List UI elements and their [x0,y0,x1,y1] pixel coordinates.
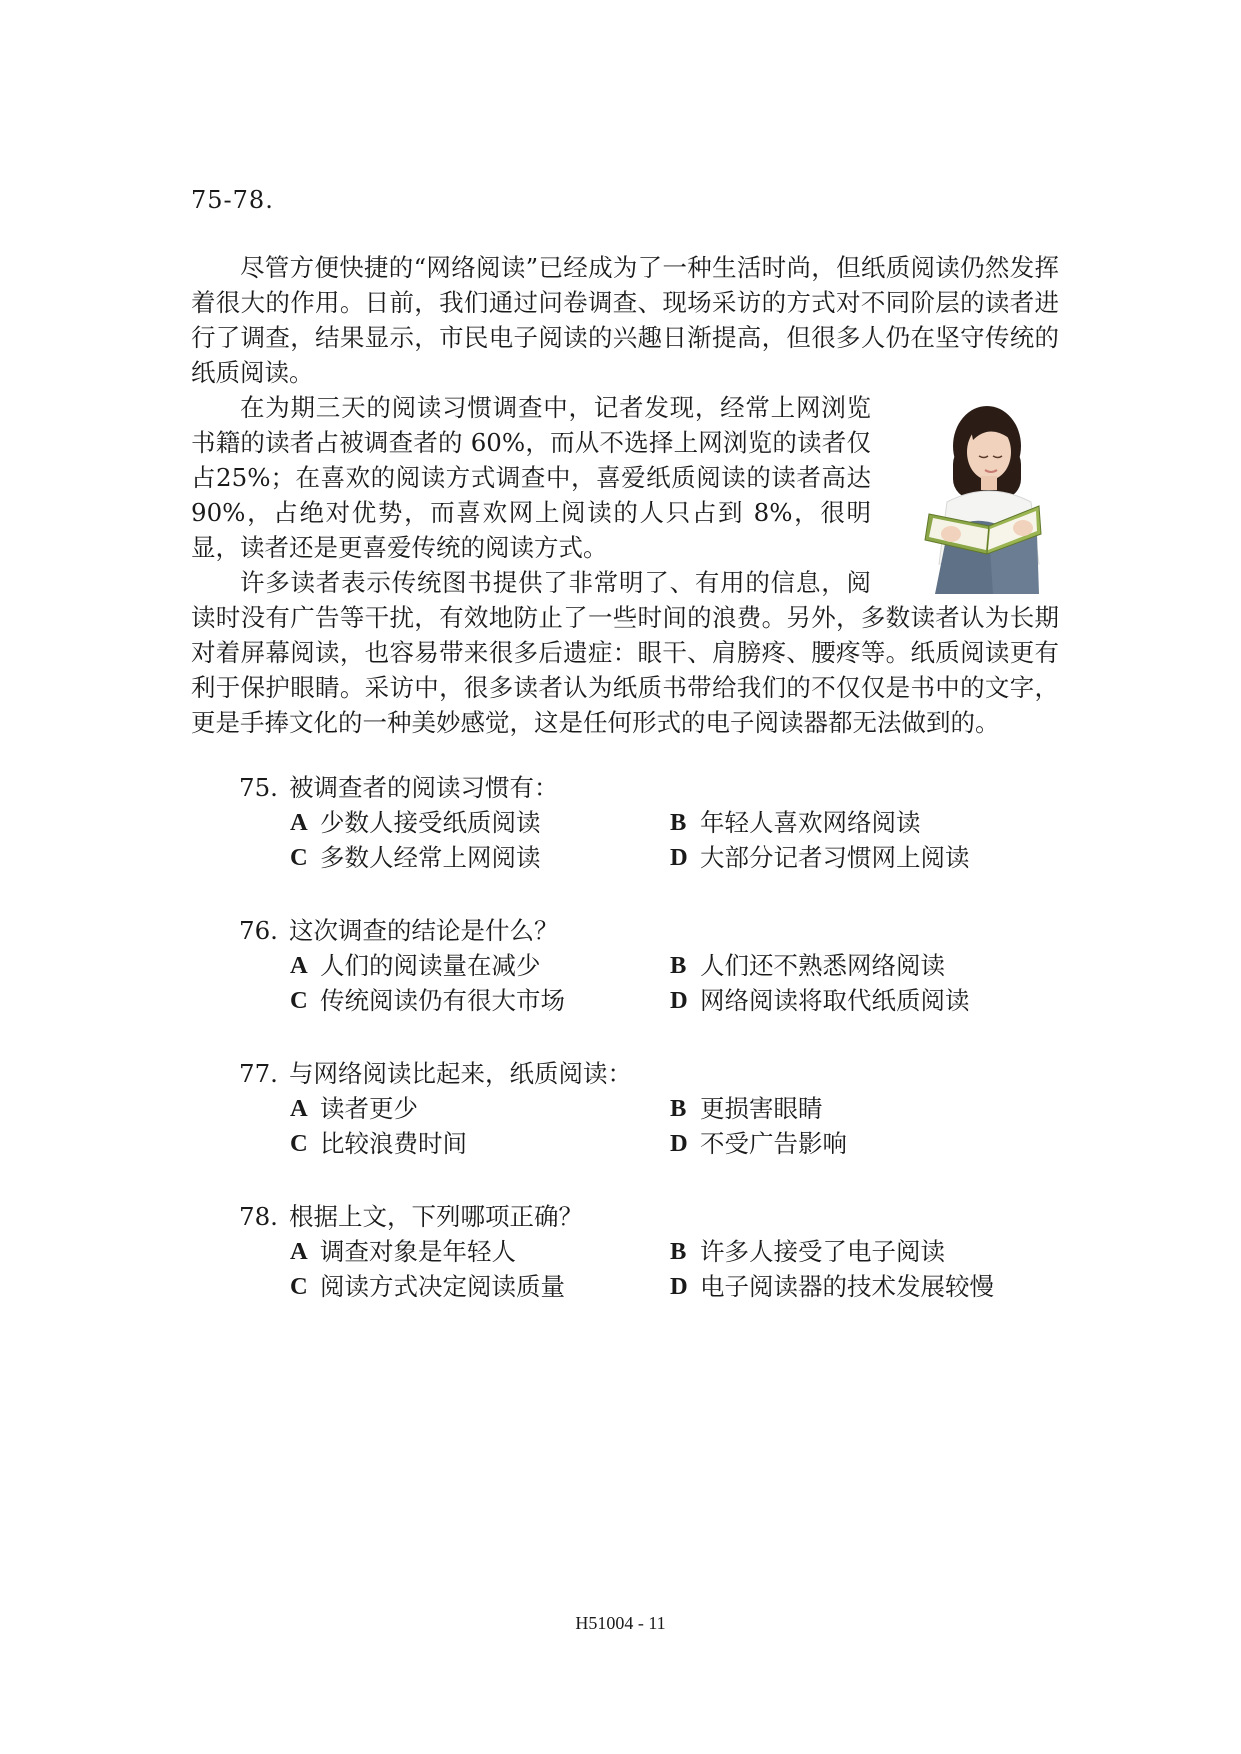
question-number: 75. [239,773,278,802]
question-77 [239,1056,1059,1161]
option-text: 多数人经常上网阅读 [320,843,541,872]
option-letter: B [670,1238,687,1265]
option-b[interactable] [670,948,1070,983]
option-d[interactable] [670,840,1070,875]
option-text: 少数人接受纸质阅读 [320,808,541,837]
question-number: 76. [239,916,278,945]
option-text: 人们还不熟悉网络阅读 [700,951,945,980]
option-text: 传统阅读仍有很大市场 [320,986,565,1015]
option-text: 年轻人喜欢网络阅读 [700,808,921,837]
option-a[interactable] [290,1091,670,1126]
passage-paragraph-2: 在为期三天的阅读习惯调查中，记者发现，经常上网浏览书籍的读者占被调查者的 60%，而从不选择上网浏览的读者仅占25%；在喜欢的阅读方式调查中，喜爱纸质阅读的读者高达 90%，占绝对优势，而喜欢网上阅读的人只占到 8%，很明显，读者还是更喜爱传统的阅读方式。 [191,393,871,562]
option-letter: A [290,809,308,836]
option-text: 读者更少 [320,1094,418,1123]
option-text: 比较浪费时间 [320,1129,467,1158]
question-number: 77. [239,1059,278,1088]
option-letter: B [670,1095,687,1122]
option-c[interactable] [290,983,670,1018]
option-text: 人们的阅读量在减少 [320,951,541,980]
reading-woman-photo [889,394,1059,594]
option-text: 调查对象是年轻人 [320,1237,516,1266]
question-75 [239,770,1059,875]
option-b[interactable] [670,1234,1070,1269]
page-footer: H51004 - 11 [575,1613,666,1633]
option-b[interactable] [670,805,1070,840]
question-stem: 被调查者的阅读习惯有： [289,773,559,802]
question-number: 78. [239,1202,278,1231]
option-text: 电子阅读器的技术发展较慢 [700,1272,994,1301]
option-a[interactable] [290,948,670,983]
question-list [239,770,1059,1304]
option-letter: A [290,1095,308,1122]
option-letter: C [290,987,308,1014]
option-letter: C [290,1273,308,1300]
option-letter: D [670,844,688,871]
option-letter: A [290,952,308,979]
option-text: 不受广告影响 [700,1129,847,1158]
option-c[interactable] [290,1126,670,1161]
option-letter: D [670,1273,688,1300]
passage-paragraph-1: 尽管方便快捷的“网络阅读”已经成为了一种生活时尚，但纸质阅读仍然发挥着很大的作用。日前，我们通过问卷调查、现场采访的方式对不同阶层的读者进行了调查，结果显示，市民电子阅读的兴趣日渐提高，但很多人仍在坚守传统的纸质阅读。 [191,253,1059,387]
option-a[interactable] [290,1234,670,1269]
option-text: 更损害眼睛 [700,1094,823,1123]
option-a[interactable] [290,805,670,840]
option-text: 大部分记者习惯网上阅读 [700,843,970,872]
question-stem: 这次调查的结论是什么？ [289,916,559,945]
section-title: 75-78. [191,186,274,214]
option-text: 许多人接受了电子阅读 [700,1237,945,1266]
option-letter: D [670,987,688,1014]
option-letter: C [290,844,308,871]
option-c[interactable] [290,1269,670,1304]
option-letter: B [670,952,687,979]
option-letter: A [290,1238,308,1265]
question-stem: 与网络阅读比起来，纸质阅读： [289,1059,632,1088]
passage-paragraph-3: 许多读者表示传统图书提供了非常明了、有用的信息，阅读时没有广告等干扰，有效地防止了一些时间的浪费。另外，多数读者认为长期对着屏幕阅读，也容易带来很多后遗症：眼干、肩膀疼、腰疼等。纸质阅读更有利于保护眼睛。采访中，很多读者认为纸质书带给我们的不仅仅是书中的文字，更是手捧文化的一种美妙感觉，这是任何形式的电子阅读器都无法做到的。 [191,568,1059,737]
option-letter: C [290,1130,308,1157]
question-stem: 根据上文，下列哪项正确？ [289,1202,583,1231]
question-78 [239,1199,1059,1304]
option-letter: D [670,1130,688,1157]
option-d[interactable] [670,1269,1070,1304]
option-text: 阅读方式决定阅读质量 [320,1272,565,1301]
option-c[interactable] [290,840,670,875]
option-d[interactable] [670,1126,1070,1161]
option-b[interactable] [670,1091,1070,1126]
option-text: 网络阅读将取代纸质阅读 [700,986,970,1015]
question-76 [239,913,1059,1018]
option-letter: B [670,809,687,836]
reading-passage [191,250,1059,740]
option-d[interactable] [670,983,1070,1018]
